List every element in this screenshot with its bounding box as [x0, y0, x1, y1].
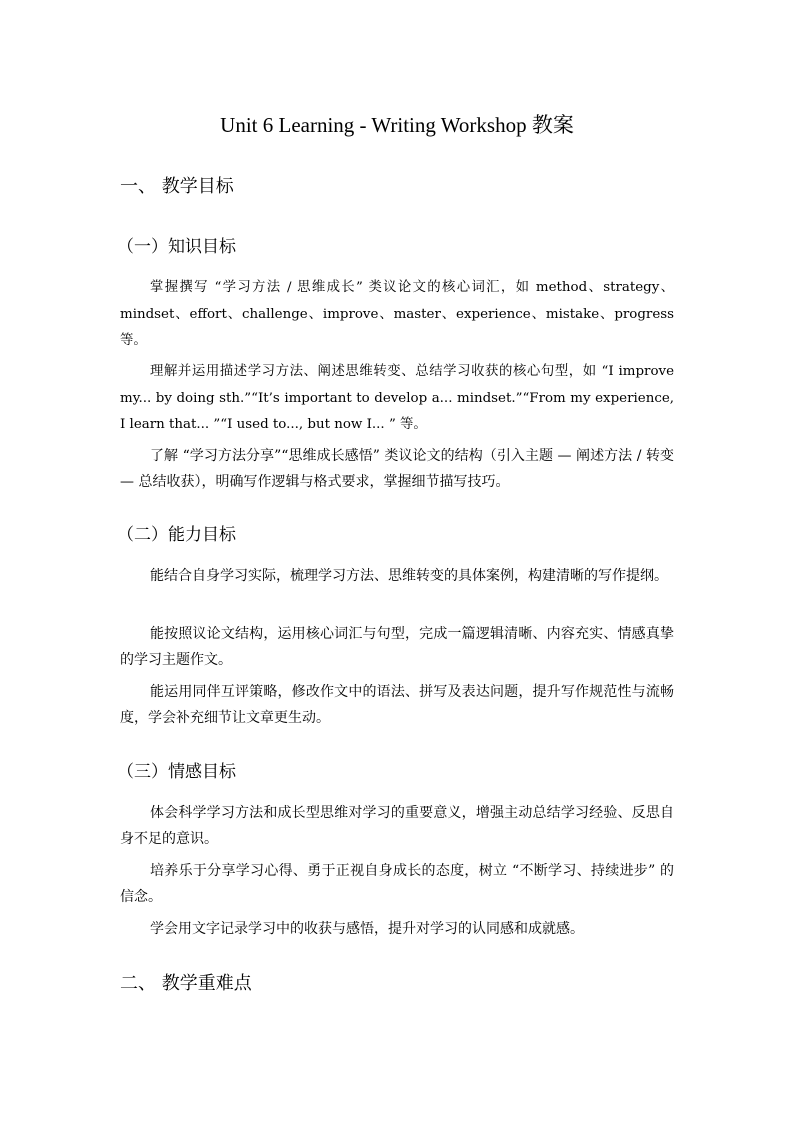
paragraph-knowledge-structure: 了解 “学习方法分享”“思维成长感悟” 类议论文的结构（引入主题 — 阐述方法 / 转变 — 总结收获），明确写作逻辑与格式要求，掌握细节描写技巧。	[120, 448, 674, 490]
section-heading-key-difficult-points: 二、 教学重难点	[120, 973, 252, 994]
paragraph-ability-peer-review: 能运用同伴互评策略，修改作文中的语法、拼写及表达问题，提升写作规范性与流畅度，学会补充细节让文章更生动。	[120, 684, 674, 726]
paragraph-knowledge-vocabulary: 掌握撰写 “学习方法 / 思维成长” 类议论文的核心词汇，如 method、strategy、mindset、effort、challenge、improve、master、experience、mistake、progress 等。	[120, 280, 674, 348]
paragraph-emotional-methods: 体会科学学习方法和成长型思维对学习的重要意义，增强主动总结学习经验、反思自身不足的意识。	[120, 805, 674, 847]
paragraph-ability-outline: 能结合自身学习实际，梳理学习方法、思维转变的具体案例，构建清晰的写作提纲。	[150, 568, 668, 584]
subsection-heading-emotional-objectives: （三）情感目标	[117, 762, 236, 782]
section-heading-teaching-objectives: 一、 教学目标	[120, 176, 234, 197]
paragraph-emotional-recording: 学会用文字记录学习中的收获与感悟，提升对学习的认同感和成就感。	[150, 921, 584, 937]
subsection-heading-knowledge-objectives: （一）知识目标	[117, 237, 236, 257]
subsection-heading-ability-objectives: （二）能力目标	[117, 525, 236, 545]
document-title: Unit 6 Learning - Writing Workshop 教案	[220, 113, 574, 137]
paragraph-knowledge-sentence-patterns: 理解并运用描述学习方法、阐述思维转变、总结学习收获的核心句型，如 “I improve my... by doing sth.”“It’s important to develop a... mindset.”“From my experience, I learn that... ”“I used to..., but now I... ” 等。	[120, 364, 674, 432]
paragraph-emotional-attitude: 培养乐于分享学习心得、勇于正视自身成长的态度，树立 “不断学习、持续进步” 的信念。	[120, 863, 674, 905]
paragraph-ability-writing: 能按照议论文结构，运用核心词汇与句型，完成一篇逻辑清晰、内容充实、情感真挚的学习主题作文。	[120, 626, 674, 668]
